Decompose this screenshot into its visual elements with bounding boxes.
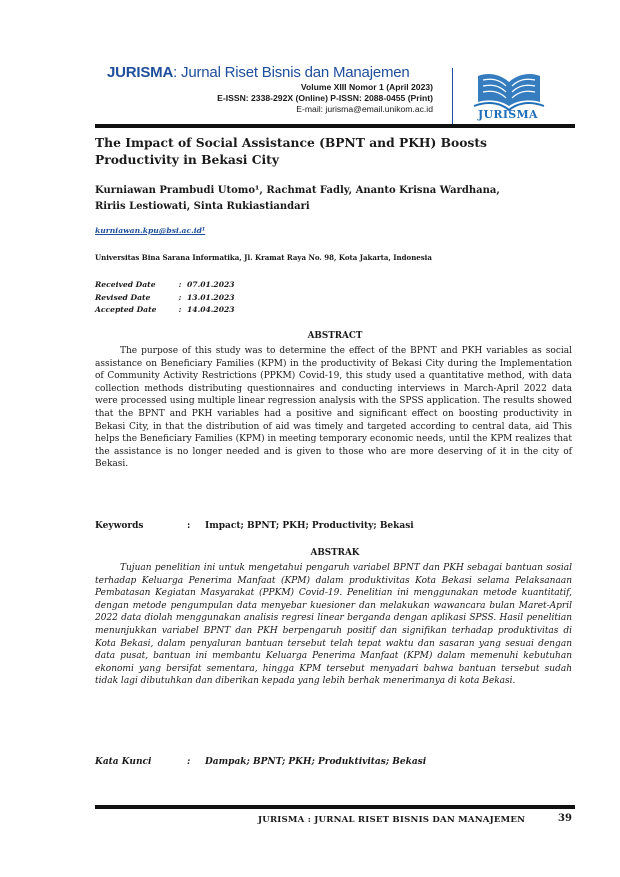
author-email-link[interactable]: kurniawan.kpu@bsi.ac.id¹ bbox=[95, 226, 206, 235]
journal-email: E-mail: jurisma@email.unikom.ac.id bbox=[296, 104, 433, 114]
authors-line-2: Ririis Lestiowati, Sinta Rukiastiandari bbox=[95, 201, 310, 212]
date-value: 07.01.2023 bbox=[187, 280, 235, 289]
date-label: Accepted Date bbox=[95, 305, 157, 314]
page-number: 39 bbox=[558, 813, 572, 824]
header-divider bbox=[452, 68, 453, 126]
date-row bbox=[95, 292, 235, 305]
date-value: 13.01.2023 bbox=[187, 292, 235, 302]
kata-kunci-label: Kata Kunci bbox=[95, 757, 152, 767]
keywords-row bbox=[95, 521, 575, 531]
journal-meta bbox=[217, 82, 433, 115]
date-row bbox=[95, 304, 235, 317]
footer-rule bbox=[95, 805, 575, 809]
article-title: The Impact of Social Assistance (BPNT and PKH) Boosts Productivity in Bekasi City bbox=[95, 135, 487, 167]
keywords-value: Impact; BPNT; PKH; Productivity; Bekasi bbox=[205, 521, 414, 531]
kata-kunci-value: Dampak; BPNT; PKH; Produktivitas; Bekasi bbox=[205, 757, 427, 767]
journal-prefix: JURISMA bbox=[107, 64, 174, 81]
date-sep: : bbox=[178, 280, 182, 289]
article-dates bbox=[95, 279, 235, 317]
author-list bbox=[95, 183, 575, 215]
date-sep: : bbox=[178, 305, 182, 314]
footer-journal: JURISMA : JURNAL RISET BISNIS DAN MANAJEMEN bbox=[258, 815, 526, 825]
keywords-label: Keywords bbox=[95, 521, 144, 531]
date-row bbox=[95, 279, 235, 292]
abstract-text: The purpose of this study was to determine the effect of the BPNT and PKH variables as social assistance on Beneficiary Families (KPM) in the productivity of Bekasi City during the Implementation of Community Activity Restrictions (PPKM) Covid-19, this study used a quantitative method, with data collection methods distributing questionnaires and conducting interviews in March-April 2022 data were processed using multiple linear regression analysis with the SPSS application. The results showed that the BPNT and PKH variables had a positive and significant effect on boosting productivity in Bekasi City, in that the distribution of aid was timely and targeted according to central data, aid This helps the Beneficiary Families (KPM) in meeting temporary economic needs, until the KPM realizes that the assistance is no longer needed and is given to those who are more deserving of it in the city of Bekasi. bbox=[95, 346, 572, 470]
date-label: Received Date bbox=[95, 280, 156, 289]
date-sep: : bbox=[178, 292, 182, 302]
keywords-sep: : bbox=[187, 521, 191, 531]
date-value: 14.04.2023 bbox=[187, 305, 235, 314]
journal-name bbox=[107, 64, 410, 81]
abstrak-text: Tujuan penelitian ini untuk mengetahui pengaruh variabel BPNT dan PKH sebagai bantuan sosial terhadap Keluarga Penerima Manfaat (KPM) dalam produktivitas Kota Bekasi selama Pelaksanaan Pembatasan Kegiatan Masyarakat (PPKM) Covid-19. Penelitian ini menggunakan metode kuantitatif, dengan metode pengumpulan data menyebar kuesioner dan melakukan wawancara bulan Maret-April 2022 data diolah menggunakan analisis regresi linear berganda dengan aplikasi SPSS. Hasil penelitian menunjukkan variabel BPNT dan PKH berpengaruh positif dan signifikan terhadap produktivitas di Kota Bekasi, dalam penyaluran bantuan tersebut telah tepat waktu dan sasaran yang sesuai dengan data pusat, bantuan ini membantu Keluarga Penerima Manfaat (KPM) dalam memenuhi kebutuhan ekonomi yang bersifat sementara, hingga KPM tersebut menyadari bahwa bantuan tersebut sudah tidak lagi dibutuhkan dan diberikan kepada yang lebih berhak menerimanya di kota Bekasi. bbox=[95, 563, 572, 687]
kata-kunci-row bbox=[95, 757, 575, 767]
volume-line: Volume XIII Nomor 1 (April 2023) bbox=[300, 82, 433, 92]
header-rule bbox=[95, 124, 575, 128]
kata-kunci-sep: : bbox=[187, 757, 191, 767]
abstrak-heading: ABSTRAK bbox=[310, 548, 360, 558]
date-label: Revised Date bbox=[95, 292, 151, 302]
journal-subtitle: : Jurnal Riset Bisnis dan Manajemen bbox=[173, 64, 410, 81]
abstract-heading: ABSTRACT bbox=[307, 331, 363, 341]
journal-header bbox=[95, 62, 575, 130]
affiliation: Universitas Bina Sarana Informatika, Jl. Kramat Raya No. 98, Kota Jakarta, Indonesia bbox=[95, 253, 432, 262]
issn-line: E-ISSN: 2338-292X (Online) P-ISSN: 2088-0455 (Print) bbox=[217, 93, 433, 103]
logo-text: JURISMA bbox=[478, 108, 538, 121]
authors-line-1: Kurniawan Prambudi Utomo¹, Rachmat Fadly, Ananto Krisna Wardhana, bbox=[95, 185, 500, 196]
